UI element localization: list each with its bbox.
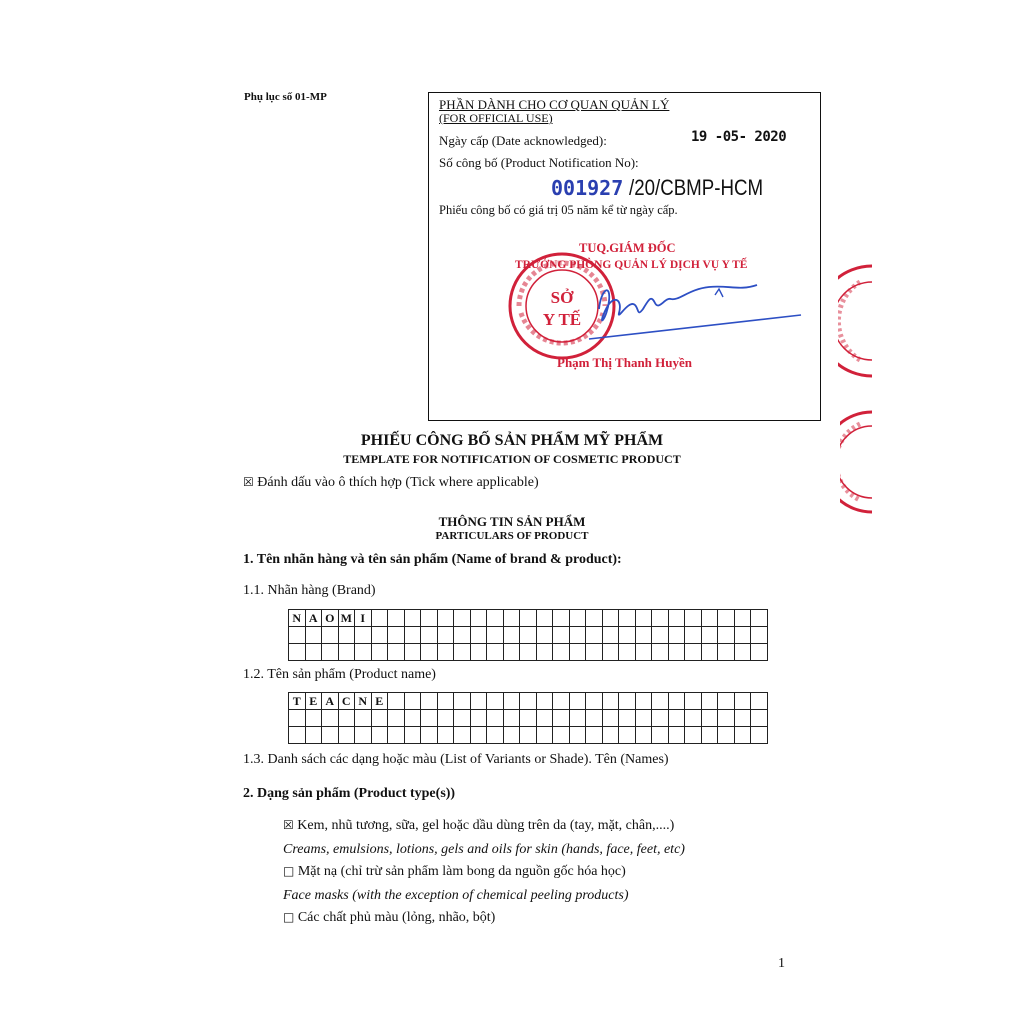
question-1-1-brand: 1.1. Nhãn hàng (Brand) xyxy=(243,583,376,598)
question-1-3-variants: 1.3. Danh sách các dạng hoặc màu (List of Variants or Shade). Tên (Names) xyxy=(243,752,669,767)
grid-cell xyxy=(470,610,487,627)
grid-row xyxy=(289,610,768,627)
unchecked-box-icon: □ xyxy=(283,864,295,878)
section-title-english: PARTICULARS OF PRODUCT xyxy=(435,530,589,542)
grid-cell xyxy=(305,710,322,727)
grid-cell xyxy=(536,627,553,644)
grid-cell xyxy=(602,693,619,710)
tick-instruction-text: Đánh dấu vào ô thích hợp (Tick where applicable) xyxy=(257,475,539,490)
grid-cell xyxy=(569,693,586,710)
grid-cell: I xyxy=(355,610,372,627)
grid-cell xyxy=(338,627,355,644)
official-use-box xyxy=(428,92,821,421)
grid-cell xyxy=(668,727,685,744)
grid-cell xyxy=(569,727,586,744)
grid-cell xyxy=(701,610,718,627)
grid-cell xyxy=(371,727,388,744)
grid-cell xyxy=(685,627,702,644)
grid-cell xyxy=(586,610,603,627)
grid-cell xyxy=(751,693,768,710)
grid-cell xyxy=(569,627,586,644)
grid-cell xyxy=(454,610,471,627)
date-acknowledged-label: Ngày cấp (Date acknowledged): xyxy=(439,133,607,148)
grid-cell xyxy=(685,710,702,727)
grid-cell xyxy=(520,610,537,627)
signature-icon xyxy=(539,269,819,359)
grid-cell: A xyxy=(305,610,322,627)
grid-cell xyxy=(652,610,669,627)
grid-cell xyxy=(487,727,504,744)
checked-box-icon: ☒ xyxy=(283,818,294,832)
section-title: THÔNG TIN SẢN PHẨM xyxy=(438,514,586,529)
grid-cell xyxy=(602,610,619,627)
unchecked-box-icon: □ xyxy=(283,910,295,924)
grid-row xyxy=(289,627,768,644)
partial-seal-icon xyxy=(838,262,878,380)
grid-cell xyxy=(404,610,421,627)
official-name: Phạm Thị Thanh Huyền xyxy=(557,355,692,370)
grid-cell xyxy=(421,693,438,710)
grid-cell xyxy=(586,627,603,644)
grid-cell: M xyxy=(338,610,355,627)
option-creams-english: Creams, emulsions, lotions, gels and oils for skin (hands, face, feet, etc) xyxy=(283,842,685,857)
grid-cell: E xyxy=(305,693,322,710)
grid-cell xyxy=(289,727,306,744)
grid-cell xyxy=(322,644,339,661)
grid-cell xyxy=(536,693,553,710)
grid-cell xyxy=(536,727,553,744)
grid-cell: E xyxy=(371,693,388,710)
grid-row xyxy=(289,710,768,727)
grid-cell xyxy=(553,727,570,744)
grid-cell xyxy=(388,710,405,727)
grid-cell xyxy=(520,710,537,727)
grid-cell xyxy=(289,710,306,727)
grid-cell xyxy=(619,610,636,627)
grid-row xyxy=(289,693,768,710)
notification-number-label: Số công bố (Product Notification No): xyxy=(439,155,639,170)
appendix-label: Phụ lục số 01-MP xyxy=(244,91,327,103)
grid-cell xyxy=(470,693,487,710)
grid-cell xyxy=(718,710,735,727)
grid-cell xyxy=(503,644,520,661)
grid-cell xyxy=(734,644,751,661)
grid-cell xyxy=(586,644,603,661)
stamp-department: TRƯỞNG PHÒNG QUẢN LÝ DỊCH VỤ Y TẾ xyxy=(515,259,748,271)
grid-cell xyxy=(470,644,487,661)
grid-cell xyxy=(305,727,322,744)
grid-cell xyxy=(421,627,438,644)
grid-cell xyxy=(536,644,553,661)
grid-cell xyxy=(602,710,619,727)
grid-cell xyxy=(668,693,685,710)
grid-cell xyxy=(553,693,570,710)
grid-cell xyxy=(470,727,487,744)
grid-cell xyxy=(437,644,454,661)
grid-cell xyxy=(701,627,718,644)
grid-cell xyxy=(404,710,421,727)
grid-cell xyxy=(421,727,438,744)
notification-number xyxy=(551,175,787,201)
grid-cell xyxy=(701,710,718,727)
grid-cell xyxy=(619,727,636,744)
grid-cell xyxy=(734,627,751,644)
grid-cell xyxy=(454,727,471,744)
grid-cell xyxy=(652,727,669,744)
grid-row xyxy=(289,727,768,744)
grid-cell xyxy=(635,710,652,727)
brand-grid xyxy=(288,609,768,661)
grid-cell xyxy=(553,627,570,644)
grid-cell xyxy=(701,693,718,710)
grid-cell xyxy=(421,710,438,727)
grid-cell xyxy=(701,644,718,661)
grid-cell: N xyxy=(289,610,306,627)
grid-cell xyxy=(586,693,603,710)
grid-cell xyxy=(305,627,322,644)
grid-cell xyxy=(355,710,372,727)
question-1-2-product-name: 1.2. Tên sản phẩm (Product name) xyxy=(243,667,436,682)
notification-number-value: 001927 xyxy=(551,176,624,200)
grid-cell xyxy=(371,627,388,644)
product-name-grid xyxy=(288,692,768,744)
grid-cell: T xyxy=(289,693,306,710)
grid-cell xyxy=(734,727,751,744)
grid-cell xyxy=(470,627,487,644)
grid-cell xyxy=(305,644,322,661)
grid-cell xyxy=(602,627,619,644)
grid-cell xyxy=(652,693,669,710)
grid-cell xyxy=(734,693,751,710)
grid-cell xyxy=(536,610,553,627)
option-creams xyxy=(283,818,674,834)
grid-cell xyxy=(685,644,702,661)
grid-cell xyxy=(701,727,718,744)
grid-cell xyxy=(404,644,421,661)
grid-cell: O xyxy=(322,610,339,627)
grid-cell xyxy=(487,644,504,661)
grid-cell xyxy=(751,710,768,727)
grid-cell xyxy=(536,710,553,727)
grid-cell xyxy=(421,644,438,661)
grid-cell xyxy=(355,644,372,661)
grid-cell xyxy=(652,644,669,661)
grid-cell xyxy=(487,610,504,627)
grid-cell xyxy=(751,627,768,644)
grid-cell xyxy=(371,610,388,627)
grid-cell xyxy=(635,693,652,710)
option-colour-coatings-label: Các chất phủ màu (lỏng, nhão, bột) xyxy=(297,910,496,925)
grid-cell xyxy=(437,627,454,644)
grid-cell xyxy=(718,627,735,644)
grid-cell xyxy=(734,610,751,627)
option-face-masks-english: Face masks (with the exception of chemical peeling products) xyxy=(283,888,629,903)
grid-cell xyxy=(602,727,619,744)
grid-cell xyxy=(718,693,735,710)
grid-cell xyxy=(404,693,421,710)
grid-cell xyxy=(635,727,652,744)
grid-cell xyxy=(619,710,636,727)
grid-cell xyxy=(454,627,471,644)
grid-cell xyxy=(404,627,421,644)
grid-cell xyxy=(569,710,586,727)
grid-cell xyxy=(338,644,355,661)
grid-cell xyxy=(388,644,405,661)
grid-cell xyxy=(718,727,735,744)
grid-cell xyxy=(685,693,702,710)
grid-cell xyxy=(668,627,685,644)
grid-cell xyxy=(355,727,372,744)
document-title-english: TEMPLATE FOR NOTIFICATION OF COSMETIC PRODUCT xyxy=(343,452,681,466)
grid-cell xyxy=(388,727,405,744)
grid-cell xyxy=(635,610,652,627)
grid-cell xyxy=(338,710,355,727)
grid-cell xyxy=(553,644,570,661)
grid-cell xyxy=(718,644,735,661)
grid-cell xyxy=(569,610,586,627)
grid-cell xyxy=(520,644,537,661)
validity-text: Phiếu công bố có giá trị 05 năm kể từ ngày cấp. xyxy=(439,203,678,217)
grid-cell xyxy=(503,693,520,710)
grid-cell xyxy=(404,727,421,744)
question-2: 2. Dạng sản phẩm (Product type(s)) xyxy=(243,786,456,801)
grid-cell xyxy=(371,644,388,661)
grid-cell xyxy=(586,710,603,727)
grid-cell xyxy=(751,610,768,627)
svg-text:Y TẾ: Y TẾ xyxy=(542,310,582,329)
grid-cell: C xyxy=(338,693,355,710)
svg-text:SỞ: SỞ xyxy=(550,288,574,307)
grid-cell xyxy=(289,627,306,644)
grid-cell xyxy=(388,693,405,710)
grid-cell xyxy=(487,693,504,710)
grid-cell xyxy=(685,727,702,744)
grid-cell xyxy=(388,627,405,644)
grid-cell xyxy=(437,710,454,727)
grid-cell xyxy=(371,710,388,727)
grid-cell xyxy=(569,644,586,661)
tick-instruction xyxy=(243,475,539,491)
option-creams-label: Kem, nhũ tương, sữa, gel hoặc dầu dùng trên da (tay, mặt, chân,....) xyxy=(297,818,675,833)
grid-cell xyxy=(586,727,603,744)
page-number: 1 xyxy=(778,956,785,971)
grid-cell xyxy=(602,644,619,661)
grid-row xyxy=(289,644,768,661)
grid-cell xyxy=(619,627,636,644)
grid-cell xyxy=(487,710,504,727)
grid-cell xyxy=(553,710,570,727)
grid-cell: A xyxy=(322,693,339,710)
grid-cell xyxy=(635,644,652,661)
grid-cell xyxy=(437,727,454,744)
grid-cell xyxy=(355,627,372,644)
grid-cell: N xyxy=(355,693,372,710)
grid-cell xyxy=(553,610,570,627)
question-1: 1. Tên nhãn hàng và tên sản phẩm (Name of brand & product): xyxy=(243,552,622,567)
document-title: PHIẾU CÔNG BỐ SẢN PHẨM MỸ PHẨM xyxy=(360,432,664,449)
notification-number-suffix: /20/CBMP-HCM xyxy=(629,175,764,200)
grid-cell xyxy=(454,693,471,710)
grid-cell xyxy=(520,693,537,710)
grid-cell xyxy=(751,644,768,661)
grid-cell xyxy=(322,710,339,727)
grid-cell xyxy=(322,727,339,744)
grid-cell xyxy=(652,627,669,644)
checked-box-icon: ☒ xyxy=(243,475,254,489)
grid-cell xyxy=(668,644,685,661)
grid-cell xyxy=(503,710,520,727)
stamp-title: TUQ.GIÁM ĐỐC xyxy=(579,241,676,255)
grid-cell xyxy=(619,693,636,710)
grid-cell xyxy=(322,627,339,644)
official-box-subtitle: (FOR OFFICIAL USE) xyxy=(439,111,553,125)
grid-cell xyxy=(289,644,306,661)
grid-cell xyxy=(503,627,520,644)
grid-cell xyxy=(470,710,487,727)
grid-cell xyxy=(685,610,702,627)
grid-cell xyxy=(718,610,735,627)
option-face-masks xyxy=(283,864,626,880)
grid-cell xyxy=(487,627,504,644)
grid-cell xyxy=(668,710,685,727)
grid-cell xyxy=(619,644,636,661)
option-face-masks-label: Mặt nạ (chỉ trừ sản phẩm làm bong da nguồn gốc hóa học) xyxy=(297,864,626,879)
grid-cell xyxy=(734,710,751,727)
grid-cell xyxy=(421,610,438,627)
grid-cell xyxy=(338,727,355,744)
grid-cell xyxy=(503,610,520,627)
option-colour-coatings xyxy=(283,910,495,926)
grid-cell xyxy=(454,644,471,661)
grid-cell xyxy=(503,727,520,744)
date-acknowledged-value: 19 -05- 2020 xyxy=(691,129,787,145)
grid-cell xyxy=(454,710,471,727)
official-box-title: PHẦN DÀNH CHO CƠ QUAN QUẢN LÝ xyxy=(439,97,670,112)
grid-cell xyxy=(652,710,669,727)
grid-cell xyxy=(668,610,685,627)
grid-cell xyxy=(520,627,537,644)
grid-cell xyxy=(635,627,652,644)
grid-cell xyxy=(751,727,768,744)
grid-cell xyxy=(437,610,454,627)
grid-cell xyxy=(437,693,454,710)
grid-cell xyxy=(520,727,537,744)
grid-cell xyxy=(388,610,405,627)
